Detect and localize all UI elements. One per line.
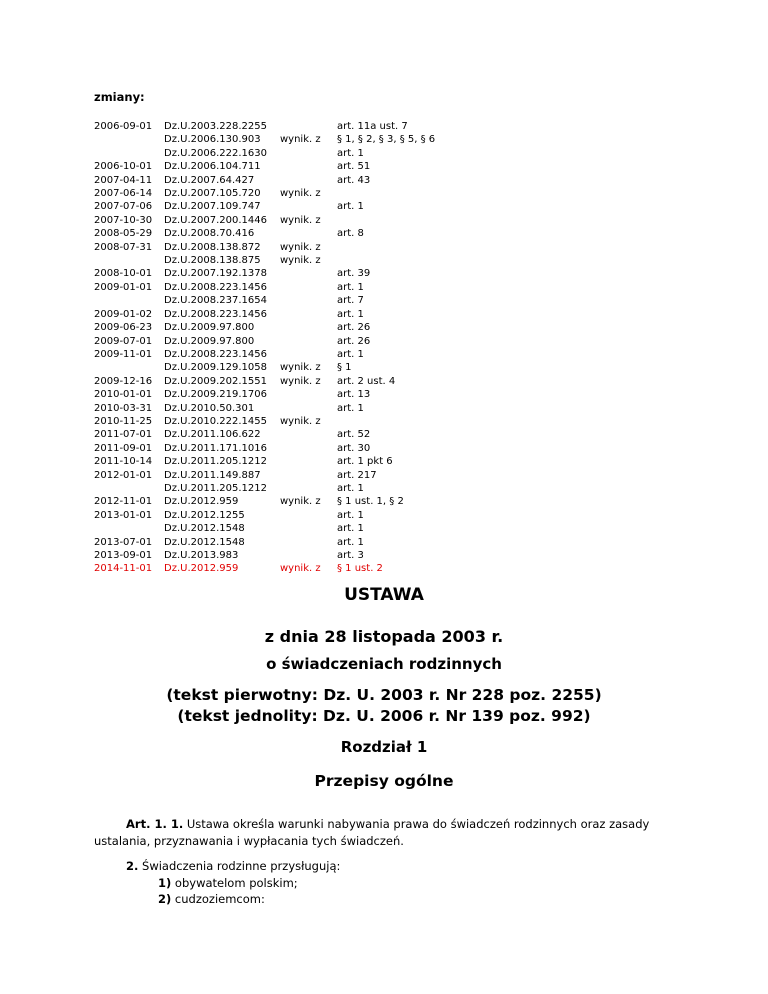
journal-reference: Dz.U.2012.959 xyxy=(164,496,239,508)
result-label xyxy=(280,267,337,280)
result-label xyxy=(280,160,337,173)
journal-reference: Dz.U.2007.192.1378 xyxy=(164,268,267,280)
change-date: 2011-10-14 xyxy=(94,456,153,468)
article-reference: § 1 ust. 1, § 2 xyxy=(337,496,404,508)
article-reference: art. 1 xyxy=(337,201,364,213)
change-date: 2007-06-14 xyxy=(94,188,153,200)
amendments-heading: zmiany: xyxy=(94,90,145,104)
act-date: z dnia 28 listopada 2003 r. xyxy=(264,627,504,646)
result-label: wynik. z xyxy=(280,362,321,374)
article-reference: art. 1 xyxy=(337,308,364,320)
article-reference xyxy=(337,254,497,267)
result-label: wynik. z xyxy=(280,255,321,267)
act-title: USTAWA xyxy=(344,585,424,605)
journal-reference: Dz.U.2009.202.1551 xyxy=(164,375,267,387)
table-row xyxy=(94,227,497,240)
article-reference: art. 1 xyxy=(337,402,364,414)
table-row xyxy=(94,147,497,160)
table-row xyxy=(94,549,497,562)
journal-reference: Dz.U.2007.109.747 xyxy=(164,201,261,213)
result-label: wynik. z xyxy=(280,241,321,253)
change-date: 2006-09-01 xyxy=(94,121,153,132)
journal-reference: Dz.U.2006.104.711 xyxy=(164,161,261,173)
journal-reference: Dz.U.2007.200.1446 xyxy=(164,214,267,226)
change-date xyxy=(94,147,164,160)
change-date: 2010-11-25 xyxy=(94,415,153,427)
article-reference: § 1 ust. 2 xyxy=(337,563,383,575)
result-label xyxy=(280,348,337,361)
table-row xyxy=(94,402,497,415)
table-row xyxy=(94,562,497,575)
amendments-table-body xyxy=(94,120,497,576)
article-reference xyxy=(337,415,497,428)
article-reference: § 1 xyxy=(337,362,352,374)
result-label: wynik. z xyxy=(280,563,321,575)
list-item-text: cudzoziemcom: xyxy=(171,892,265,906)
table-row xyxy=(94,482,497,495)
journal-reference: Dz.U.2008.138.872 xyxy=(164,241,261,253)
list-item-label: 1) xyxy=(158,876,172,890)
table-row xyxy=(94,308,497,321)
result-label xyxy=(280,281,337,294)
article-reference: art. 1 xyxy=(337,482,364,494)
list-item xyxy=(158,891,265,908)
table-row xyxy=(94,241,497,254)
journal-reference: Dz.U.2009.129.1058 xyxy=(164,362,267,374)
change-date: 2012-11-01 xyxy=(94,496,153,508)
result-label xyxy=(280,469,337,482)
article-1-text: Ustawa określa warunki nabywania prawa do świadczeń rodzinnych oraz zasady ustalania, przyznawania i wypłacania tych świadczeń. xyxy=(94,817,650,848)
result-label xyxy=(280,522,337,535)
table-row xyxy=(94,361,497,374)
table-row xyxy=(94,133,497,146)
change-date: 2013-01-01 xyxy=(94,509,153,521)
change-date: 2010-03-31 xyxy=(94,402,153,414)
result-label xyxy=(280,455,337,468)
list-item xyxy=(158,875,298,892)
paragraph-2-label: 2. xyxy=(126,859,139,873)
journal-reference: Dz.U.2007.64.427 xyxy=(164,174,255,186)
chapter-number: Rozdział 1 xyxy=(340,738,428,756)
article-reference: art. 1 xyxy=(337,509,364,521)
journal-reference: Dz.U.2003.228.2255 xyxy=(164,121,267,132)
result-label xyxy=(280,482,337,495)
change-date: 2009-01-02 xyxy=(94,308,153,320)
change-date: 2009-06-23 xyxy=(94,322,153,334)
table-row xyxy=(94,267,497,280)
table-row xyxy=(94,281,497,294)
journal-reference: Dz.U.2008.223.1456 xyxy=(164,281,267,293)
result-label xyxy=(280,442,337,455)
article-reference: art. 13 xyxy=(337,389,371,401)
table-row xyxy=(94,348,497,361)
change-date: 2012-01-01 xyxy=(94,469,153,481)
result-label xyxy=(280,120,337,133)
change-date: 2006-10-01 xyxy=(94,161,153,173)
journal-reference: Dz.U.2011.106.622 xyxy=(164,429,261,441)
journal-reference: Dz.U.2008.223.1456 xyxy=(164,308,267,320)
change-date: 2007-10-30 xyxy=(94,214,153,226)
article-reference: art. 1 xyxy=(337,281,364,293)
change-date: 2008-07-31 xyxy=(94,241,153,253)
table-row xyxy=(94,455,497,468)
table-row xyxy=(94,509,497,522)
table-row xyxy=(94,469,497,482)
change-date: 2009-11-01 xyxy=(94,348,153,360)
change-date: 2011-07-01 xyxy=(94,429,153,441)
journal-reference: Dz.U.2009.97.800 xyxy=(164,335,255,347)
journal-reference: Dz.U.2012.959 xyxy=(164,563,239,575)
article-1-paragraph-1 xyxy=(94,816,684,850)
table-row xyxy=(94,415,497,428)
article-reference xyxy=(337,241,497,254)
result-label xyxy=(280,509,337,522)
result-label: wynik. z xyxy=(280,188,321,200)
table-row xyxy=(94,294,497,307)
journal-reference: Dz.U.2011.205.1212 xyxy=(164,482,267,494)
result-label xyxy=(280,388,337,401)
journal-reference: Dz.U.2011.149.887 xyxy=(164,469,261,481)
journal-reference: Dz.U.2006.222.1630 xyxy=(164,147,267,159)
journal-reference: Dz.U.2009.219.1706 xyxy=(164,389,267,401)
article-reference: art. 51 xyxy=(337,161,371,173)
article-reference: art. 30 xyxy=(337,442,371,454)
result-label: wynik. z xyxy=(280,214,321,226)
article-reference xyxy=(337,214,497,227)
change-date: 2014-11-01 xyxy=(94,563,153,575)
journal-reference: Dz.U.2010.222.1455 xyxy=(164,415,267,427)
article-reference: art. 11a ust. 7 xyxy=(337,121,408,132)
journal-reference: Dz.U.2007.105.720 xyxy=(164,188,261,200)
article-reference: art. 1 xyxy=(337,536,364,548)
table-row xyxy=(94,174,497,187)
change-date: 2009-07-01 xyxy=(94,335,153,347)
article-reference: art. 26 xyxy=(337,335,371,347)
change-date xyxy=(94,522,164,535)
article-reference: art. 52 xyxy=(337,429,371,441)
change-date: 2008-10-01 xyxy=(94,268,153,280)
table-row xyxy=(94,321,497,334)
journal-reference: Dz.U.2008.237.1654 xyxy=(164,295,267,307)
change-date: 2009-01-01 xyxy=(94,281,153,293)
table-row xyxy=(94,200,497,213)
article-reference: art. 26 xyxy=(337,322,371,334)
paragraph-2-text: Świadczenia rodzinne przysługują: xyxy=(138,859,341,873)
result-label xyxy=(280,174,337,187)
change-date xyxy=(94,254,164,267)
result-label: wynik. z xyxy=(280,415,321,427)
change-date: 2011-09-01 xyxy=(94,442,153,454)
article-reference: art. 39 xyxy=(337,268,371,280)
journal-reference: Dz.U.2011.171.1016 xyxy=(164,442,267,454)
result-label xyxy=(280,428,337,441)
result-label xyxy=(280,335,337,348)
change-date xyxy=(94,482,164,495)
journal-reference: Dz.U.2012.1548 xyxy=(164,536,245,548)
result-label xyxy=(280,321,337,334)
result-label xyxy=(280,227,337,240)
table-row xyxy=(94,120,497,133)
result-label xyxy=(280,200,337,213)
change-date: 2007-07-06 xyxy=(94,201,153,213)
change-date xyxy=(94,361,164,374)
change-date: 2007-04-11 xyxy=(94,174,153,186)
article-reference: art. 1 pkt 6 xyxy=(337,456,393,468)
table-row xyxy=(94,335,497,348)
article-reference: art. 1 xyxy=(337,348,364,360)
result-label: wynik. z xyxy=(280,496,321,508)
table-row xyxy=(94,254,497,267)
table-row xyxy=(94,187,497,200)
table-row xyxy=(94,214,497,227)
article-reference: art. 3 xyxy=(337,550,364,561)
table-row xyxy=(94,375,497,388)
journal-reference: Dz.U.2012.1548 xyxy=(164,523,245,535)
result-label xyxy=(280,549,337,562)
result-label: wynik. z xyxy=(280,134,321,146)
result-label xyxy=(280,294,337,307)
journal-reference: Dz.U.2012.1255 xyxy=(164,509,245,521)
act-subject: o świadczeniach rodzinnych xyxy=(266,655,502,673)
change-date xyxy=(94,133,164,146)
table-row xyxy=(94,388,497,401)
article-reference: art. 7 xyxy=(337,295,364,307)
change-date: 2009-12-16 xyxy=(94,375,153,387)
journal-reference: Dz.U.2009.97.800 xyxy=(164,322,255,334)
table-row xyxy=(94,442,497,455)
table-row xyxy=(94,536,497,549)
article-reference: art. 8 xyxy=(337,228,364,240)
journal-reference: Dz.U.2008.70.416 xyxy=(164,228,255,240)
article-reference: art. 2 ust. 4 xyxy=(337,375,396,387)
result-label xyxy=(280,402,337,415)
article-reference: art. 43 xyxy=(337,174,371,186)
table-row xyxy=(94,428,497,441)
article-1-paragraph-2 xyxy=(126,858,340,875)
journal-reference: Dz.U.2008.138.875 xyxy=(164,255,261,267)
journal-reference: Dz.U.2010.50.301 xyxy=(164,402,255,414)
result-label: wynik. z xyxy=(280,375,321,387)
journal-reference: Dz.U.2006.130.903 xyxy=(164,134,261,146)
consolidated-text-reference: (tekst jednolity: Dz. U. 2006 r. Nr 139 poz. 992) xyxy=(177,707,591,725)
amendments-table xyxy=(94,120,497,576)
change-date: 2013-09-01 xyxy=(94,550,153,561)
chapter-title: Przepisy ogólne xyxy=(314,772,454,790)
article-reference: § 1, § 2, § 3, § 5, § 6 xyxy=(337,134,436,146)
list-item-label: 2) xyxy=(158,892,172,906)
article-reference: art. 1 xyxy=(337,523,364,535)
table-row xyxy=(94,160,497,173)
change-date: 2008-05-29 xyxy=(94,228,153,240)
journal-reference: Dz.U.2013.983 xyxy=(164,550,239,561)
table-row xyxy=(94,495,497,508)
result-label xyxy=(280,308,337,321)
journal-reference: Dz.U.2011.205.1212 xyxy=(164,456,267,468)
result-label xyxy=(280,147,337,160)
change-date: 2013-07-01 xyxy=(94,536,153,548)
table-row xyxy=(94,522,497,535)
result-label xyxy=(280,536,337,549)
original-text-reference: (tekst pierwotny: Dz. U. 2003 r. Nr 228 poz. 2255) xyxy=(166,686,602,704)
journal-reference: Dz.U.2008.223.1456 xyxy=(164,348,267,360)
change-date xyxy=(94,294,164,307)
article-reference: art. 1 xyxy=(337,147,364,159)
article-reference: art. 217 xyxy=(337,469,377,481)
change-date: 2010-01-01 xyxy=(94,389,153,401)
article-1-label: Art. 1. 1. xyxy=(126,817,184,831)
list-item-text: obywatelom polskim; xyxy=(171,876,298,890)
article-reference xyxy=(337,187,497,200)
